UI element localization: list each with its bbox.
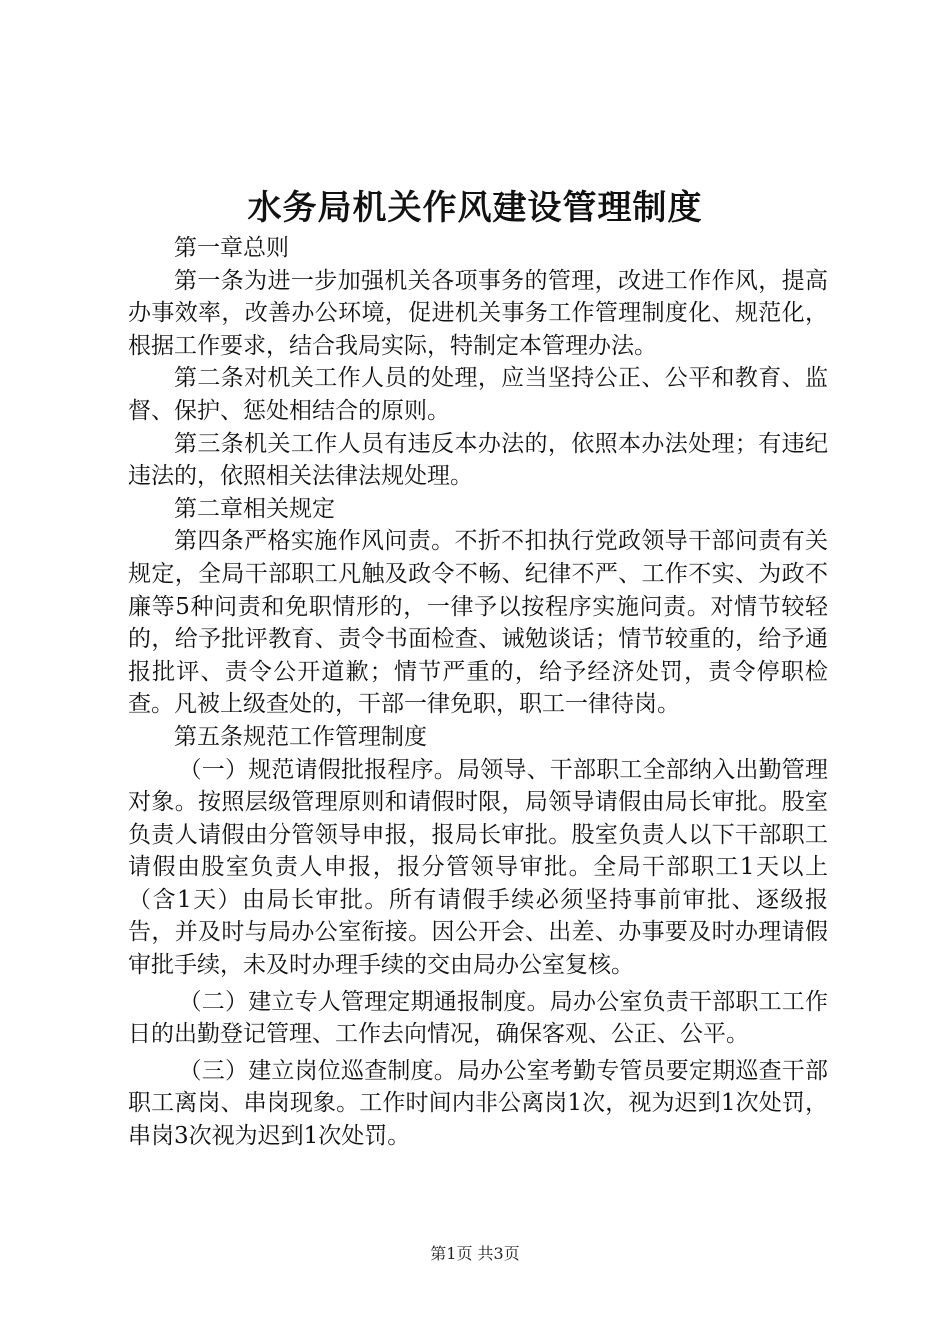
chapter-heading: 第二章相关规定 <box>174 495 335 522</box>
sub-item-paragraph: （二）建立专人管理定期通报制度。局办公室负责干部职工工作日的出勤登记管理、工作去向情况，确保客观、公正、公平。 <box>128 988 828 1048</box>
document-body <box>128 232 828 1153</box>
article-paragraph: 第二条对机关工作人员的处理，应当坚持公正、公平和教育、监督、保护、惩处相结合的原则。 <box>128 365 828 424</box>
page-number: 第1页 共3页 <box>430 1244 520 1263</box>
article-paragraph: 第五条规范工作管理制度 <box>174 723 427 750</box>
sub-item-paragraph: （三）建立岗位巡查制度。局办公室考勤专管员要定期巡查干部职工离岗、串岗现象。工作时间内非公离岗1次，视为迟到1次处罚，串岗3次视为迟到1次处罚。 <box>128 1057 828 1150</box>
document-title: 水务局机关作风建设管理制度 <box>247 188 703 228</box>
article-paragraph: 第三条机关工作人员有违反本办法的，依照本办法处理；有违纪违法的，依照相关法律法规处理。 <box>128 430 828 490</box>
article-paragraph: 第四条严格实施作风问责。不折不扣执行党政领导干部问责有关规定，全局干部职工凡触及政令不畅、纪律不严、工作不实、为政不廉等5种问责和免职情形的，一律予以按程序实施问责。对情节较轻的，给予批评教育、责令书面检查、诫勉谈话；情节较重的，给予通报批评、责令公开道歉；情节严重的，给予经济处罚，责令停职检查。凡被上级查处的，干部一律免职，职工一律待岗。 <box>128 528 828 718</box>
sub-item-paragraph: （一）规范请假批报程序。局领导、干部职工全部纳入出勤管理对象。按照层级管理原则和请假时限，局领导请假由局长审批。股室负责人请假由分管领导申报，报局长审批。股室负责人以下干部职工请假由股室负责人申报，报分管领导审批。全局干部职工1天以上（含1天）由局长审批。所有请假手续必须坚持事前审批、逐级报告，并及时与局办公室衔接。因公开会、出差、办事要及时办理请假审批手续，未及时办理手续的交由局办公室复核。 <box>128 756 828 979</box>
article-paragraph: 第一条为进一步加强机关各项事务的管理，改进工作作风，提高办事效率，改善办公环境，促进机关事务工作管理制度化、规范化，根据工作要求，结合我局实际，特制定本管理办法。 <box>128 267 828 359</box>
chapter-heading: 第一章总则 <box>174 235 289 261</box>
